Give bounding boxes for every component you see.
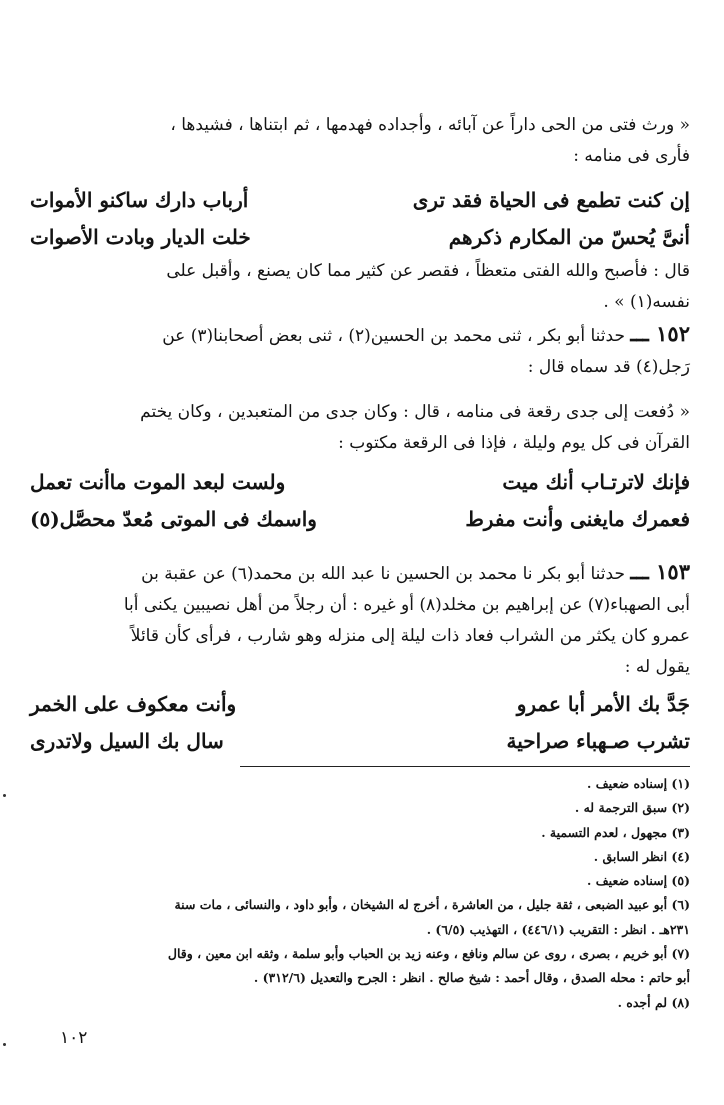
- footnotes: [30, 772, 690, 1015]
- poem-verses-1: [30, 182, 690, 256]
- footnote-8: (٨) لم أجده .: [617, 994, 690, 1010]
- poem-verses-3: [30, 686, 690, 760]
- footnote-2: (٢) سبق الترجمة له .: [574, 800, 690, 816]
- footnote-6-continued: ٢٣١هـ . انظر : التقريب (٤٤٦/١) ، التهذيب (٦/٥) .: [426, 921, 690, 937]
- text-line: عمرو كان يكثر من الشراب فعاد ذات ليلة إلى منزله وهو شارب ، فرأى كأن قائلاً: [130, 626, 690, 646]
- verse-first-hemistich: تشرب صـهباء صراحية: [506, 729, 690, 753]
- entry-text: حدثنا أبو بكر ، ثنى محمد بن الحسين(٢) ، ثنى بعض أصحابنا(٣) عن: [162, 326, 625, 346]
- narrative-paragraph-2: [30, 256, 690, 318]
- text-line: « ورث فتى من الحى داراً عن آبائه ، وأجداده فهدمها ، ثم ابتناها ، فشيدها ،: [170, 115, 690, 135]
- scan-speck: [3, 794, 6, 797]
- text-line: أبى الصهباء(٧) عن إبراهيم بن مخلد(٨) أو غيره : أن رجلاً من أهل نصيبين يكنى أبا: [123, 595, 690, 615]
- verse-second-hemistich: سال بك السيل ولاتدرى: [30, 729, 224, 753]
- narrative-paragraph-3: [30, 397, 690, 459]
- footnote-divider: [240, 766, 690, 767]
- entry-number: ١٥٢ ـــ: [630, 321, 690, 346]
- verse-second-hemistich: أرباب دارك ساكنو الأموات: [30, 188, 249, 212]
- verse-line: [30, 501, 690, 538]
- hadith-entry-152: [30, 318, 690, 383]
- verse-line: [30, 723, 690, 760]
- verse-second-hemistich: ولست لبعد الموت ماأنت تعمل: [30, 470, 286, 494]
- text-line: [30, 556, 690, 590]
- text-line: قال : فأصبح والله الفتى متعظاً ، فقصر عن كثير مما كان يصنع ، وأقبل على: [166, 261, 690, 281]
- text-line: يقول له :: [624, 657, 690, 677]
- verse-first-hemistich: فإنك لاترتـاب أنك ميت: [502, 470, 690, 494]
- footnote-3: (٣) مجهول ، لعدم التسمية .: [541, 824, 690, 840]
- verse-line: [30, 464, 690, 501]
- footnote-7: (٧) أبو خريم ، بصرى ، روى عن سالم ونافع ، وعنه زيد بن الحباب وأبو سلمة ، وثقه ابن معين ، وقال: [167, 946, 690, 962]
- scan-speck: [3, 1043, 6, 1046]
- verse-first-hemistich: فعمرك مايغنى وأنت مفرط: [465, 507, 690, 531]
- verse-second-hemistich: واسمك فى الموتى مُعدّ محصَّل(٥): [30, 507, 317, 531]
- text-line: [30, 318, 690, 352]
- verse-line: [30, 686, 690, 723]
- footnote-1: (١) إسناده ضعيف .: [587, 776, 690, 791]
- page-number: ١٠٢: [60, 1028, 88, 1048]
- verse-first-hemistich: إن كنت تطمع فى الحياة فقد ترى: [412, 188, 690, 212]
- verse-first-hemistich: أنىَّ يُحسّ من المكارم ذكرهم: [448, 225, 690, 249]
- text-line: نفسه(١) » .: [603, 292, 690, 312]
- text-line: رَجل(٤) قد سماه قال :: [527, 357, 690, 377]
- footnote-5: (٥) إسناده ضعيف .: [587, 873, 690, 889]
- text-line: القرآن فى كل يوم وليلة ، فإذا فى الرقعة مكتوب :: [338, 433, 690, 453]
- verse-second-hemistich: وأنت معكوف على الخمر: [30, 692, 237, 716]
- footnote-6: (٦) أبو عبيد الضبعى ، ثقة جليل ، من العاشرة ، أخرج له الشيخان ، وأبو داود ، والنسائى ، مات سنة: [174, 897, 690, 913]
- hadith-entry-153: [30, 556, 690, 683]
- verse-line: [30, 182, 690, 219]
- text-line: « دُفعت إلى جدى رقعة فى منامه ، قال : وكان جدى من المتعبدين ، وكان يختم: [140, 402, 690, 422]
- poem-verses-2: [30, 464, 690, 538]
- footnote-4: (٤) انظر السابق .: [593, 848, 690, 864]
- narrative-paragraph-1: [30, 110, 690, 172]
- book-page: [30, 0, 690, 1105]
- verse-second-hemistich: خلت الديار وبادت الأصوات: [30, 225, 251, 249]
- footnote-7-continued: أبو حاتم : محله الصدق ، وقال أحمد : شيخ صالح . انظر : الجرح والتعديل (٣١٢/٦) .: [253, 970, 690, 986]
- verse-first-hemistich: جَدَّ بك الأمر أبا عمرو: [516, 692, 690, 716]
- entry-number: ١٥٣ ـــ: [630, 559, 690, 584]
- entry-text: حدثنا أبو بكر نا محمد بن الحسين نا عبد الله بن محمد(٦) عن عقبة بن: [141, 564, 625, 584]
- text-line: فأرى فى منامه :: [573, 146, 690, 166]
- verse-line: [30, 219, 690, 256]
